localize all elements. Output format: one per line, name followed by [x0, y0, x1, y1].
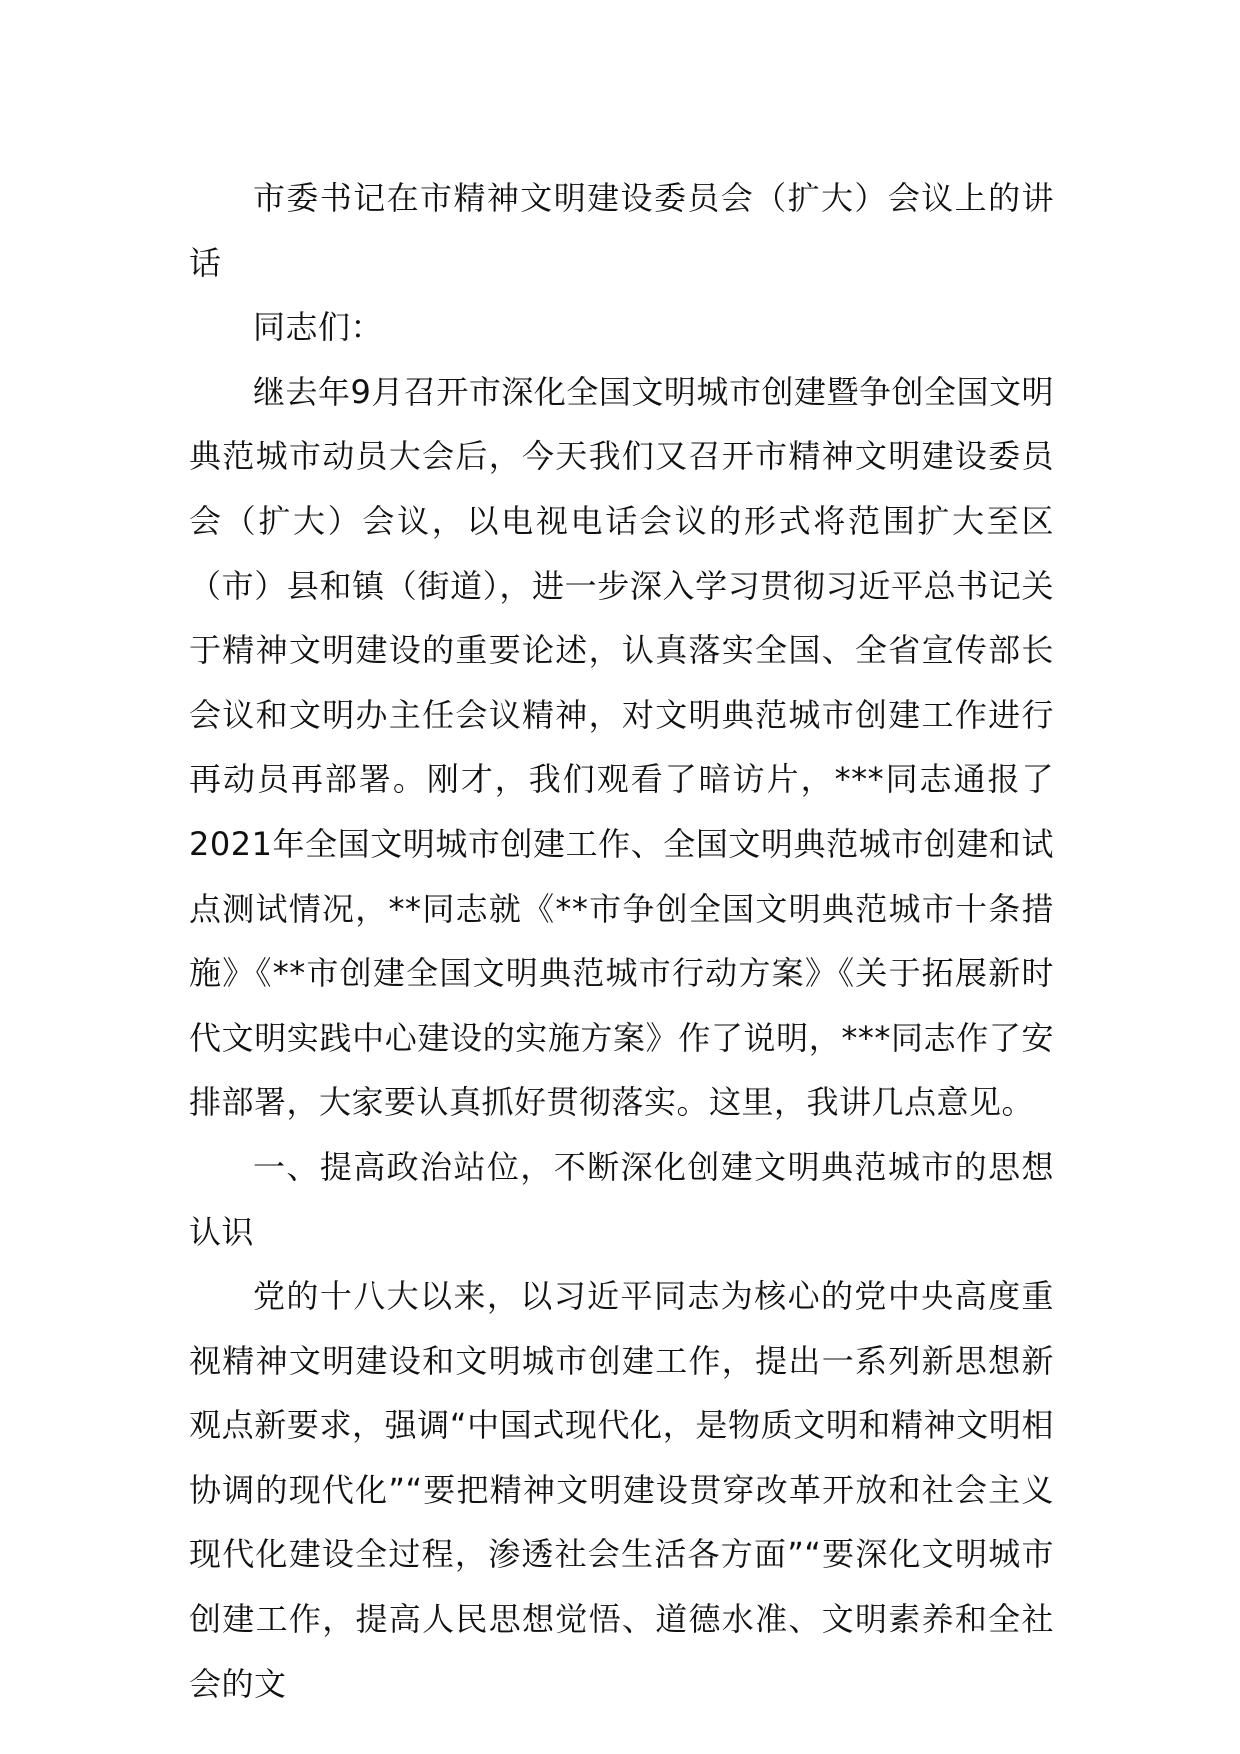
section-heading: 一、提高政治站位，不断深化创建文明典范城市的思想认识 — [189, 1147, 1054, 1251]
body-paragraph: 党的十八大以来，以习近平同志为核心的党中央高度重视精神文明建设和文明城市创建工作，提出一系列新思想新观点新要求，强调“中国式现代化，是物质文明和精神文明相协调的现代化”“要把精神文明建设贯穿改革开放和社会主义现代化建设全过程，渗透社会生活各方面”“要深化文明城市创建工作，提高人民思想觉悟、道德水准、文明素养和全社会的文 — [189, 1277, 1054, 1703]
document-body — [189, 166, 1054, 1716]
document-title: 市委书记在市精神文明建设委员会（扩大）会议上的讲话 — [189, 179, 1054, 282]
salutation: 同志们： — [253, 308, 384, 347]
body-paragraph: 继去年9月召开市深化全国文明城市创建暨争创全国文明典范城市动员大会后，今天我们又召开市精神文明建设委员会（扩大）会议，以电视电话会议的形式将范围扩大至区（市）县和镇（街道），进一步深入学习贯彻习近平总书记关于精神文明建设的重要论述，认真落实全国、全省宣传部长会议和文明办主任会议精神，对文明典范城市创建工作进行再动员再部署。刚才，我们观看了暗访片，***同志通报了2021年全国文明城市创建工作、全国文明典范城市创建和试点测试情况，**同志就《**市争创全国文明典范城市十条措施》《**市创建全国文明典范城市行动方案》《关于拓展新时代文明实践中心建设的实施方案》作了说明，***同志作了安排部署，大家要认真抓好贯彻落实。这里，我讲几点意见。 — [189, 372, 1054, 1122]
